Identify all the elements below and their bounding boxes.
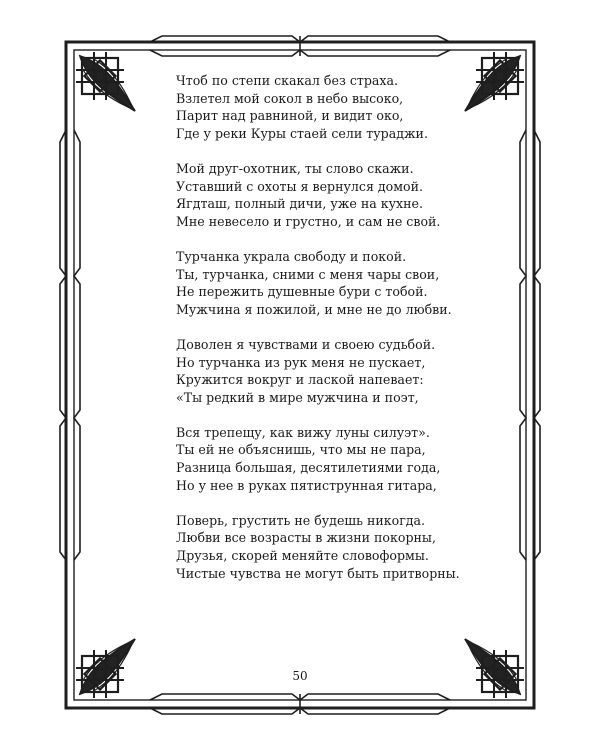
stanza: [176, 424, 506, 494]
poem-line: Мужчина я пожилой, и мне не до любви.: [176, 301, 452, 317]
poem-line: Уставший с охоты я вернулся домой.: [176, 178, 424, 194]
poem-line: Доволен я чувствами и своею судьбой.: [176, 336, 436, 352]
poem-line: Не пережить душевные бури с тобой.: [176, 284, 428, 300]
poem-line: Вся трепещу, как вижу луны силуэт».: [176, 424, 430, 440]
stanza: [176, 72, 506, 142]
poem-line: Мой друг-охотник, ты слово скажи.: [176, 160, 414, 176]
poem-line: Разница большая, десятилетиями года,: [176, 460, 441, 476]
poem-line: Мне невесело и грустно, и сам не свой.: [176, 213, 441, 229]
poem-line: Ты, турчанка, сними с меня чары свои,: [176, 266, 440, 282]
page-number: 50: [292, 669, 308, 683]
poem-line: Друзья, скорей меняйте словоформы.: [176, 548, 429, 564]
poem-text: [176, 72, 506, 600]
poem-line: Кружится вокруг и лаской напевает:: [176, 372, 424, 388]
poem-line: Парит над равниной, и видит око,: [176, 108, 404, 124]
stanza: [176, 248, 506, 318]
poem-line: Ягдташ, полный дичи, уже на кухне.: [176, 196, 423, 212]
poem-line: Взлетел мой сокол в небо высоко,: [176, 90, 404, 106]
poem-line: Где у реки Куры стаей сели тураджи.: [176, 125, 428, 141]
stanza: [176, 336, 506, 406]
poem-line: Но у нее в руках пятиструнная гитара,: [176, 477, 437, 493]
corner-ornament-top-left: [76, 52, 135, 111]
poem-line: «Ты редкий в мире мужчина и поэт,: [176, 389, 419, 405]
poem-line: Любви все возрасты в жизни покорны,: [176, 530, 436, 546]
poem-line: Чтоб по степи скакал без страха.: [176, 73, 399, 88]
poem-line: Ты ей не объяснишь, что мы не пара,: [176, 442, 426, 458]
stanza: [176, 512, 506, 582]
poem-line: Чистые чувства не могут быть притворны.: [176, 565, 460, 581]
poem-line: Поверь, грустить не будешь никогда.: [176, 512, 426, 528]
poem-line: Турчанка украла свободу и покой.: [176, 248, 407, 264]
stanza: [176, 160, 506, 230]
poem-line: Но турчанка из рук меня не пускает,: [176, 354, 426, 370]
